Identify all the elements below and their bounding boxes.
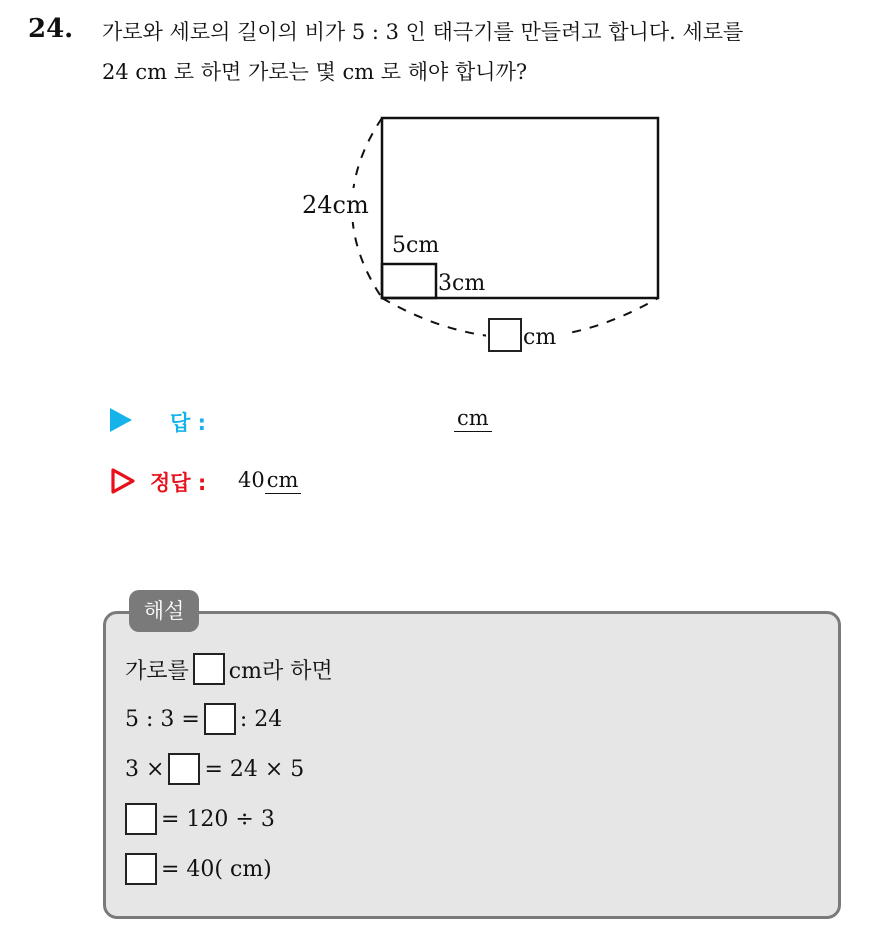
explanation-line-5-post: = 40( cm) bbox=[161, 856, 272, 882]
explanation-line-1 bbox=[125, 651, 333, 687]
explanation-line-1-post: cm라 하면 bbox=[228, 658, 333, 684]
explanation-title: 해설 bbox=[129, 590, 199, 632]
correct-label: 정답 : bbox=[150, 471, 207, 495]
answer-label: 답 : bbox=[170, 411, 206, 435]
explanation-line-5 bbox=[125, 851, 272, 887]
explanation-line-2-post: : 24 bbox=[239, 706, 283, 732]
explanation-line-3 bbox=[125, 751, 304, 787]
small-height-label: 3cm bbox=[438, 271, 486, 296]
question-number: 24. bbox=[28, 14, 74, 44]
answer-unit-blank[interactable]: cm bbox=[454, 406, 492, 432]
explanation-line-2 bbox=[125, 701, 282, 737]
correct-unit: cm bbox=[265, 468, 302, 494]
answer-row bbox=[110, 406, 530, 436]
explanation-line-4-post: = 120 ÷ 3 bbox=[161, 806, 275, 832]
small-rectangle bbox=[382, 264, 436, 298]
blank-box bbox=[125, 853, 157, 885]
diagram-answer-unit: cm bbox=[523, 325, 557, 350]
flag-rectangle bbox=[382, 118, 658, 298]
blank-box bbox=[204, 703, 236, 735]
blank-box bbox=[193, 653, 225, 685]
explanation-line-3-pre: 3 × bbox=[125, 756, 165, 782]
blank-box bbox=[125, 803, 157, 835]
question-text-line-2: 24 cm 로 하면 가로는 몇 cm 로 해야 합니까? bbox=[102, 60, 528, 84]
explanation-line-4 bbox=[125, 801, 275, 837]
explanation-line-1-pre: 가로를 bbox=[125, 658, 189, 684]
play-triangle-icon bbox=[110, 408, 132, 432]
outline-triangle-icon bbox=[110, 468, 136, 494]
small-width-label: 5cm bbox=[392, 233, 440, 258]
correct-value bbox=[238, 468, 301, 492]
blank-box bbox=[168, 753, 200, 785]
flag-diagram bbox=[0, 0, 884, 400]
explanation-line-2-pre: 5 : 3 = bbox=[125, 706, 200, 732]
explanation-line-3-post: = 24 × 5 bbox=[204, 756, 305, 782]
question-text-line-1: 가로와 세로의 길이의 비가 5 : 3 인 태극기를 만들려고 합니다. 세로를 bbox=[102, 20, 744, 44]
correct-number: 40 bbox=[238, 468, 265, 492]
height-label: 24cm bbox=[302, 191, 369, 219]
correct-answer-row bbox=[110, 468, 430, 498]
diagram-answer-box bbox=[489, 319, 521, 351]
